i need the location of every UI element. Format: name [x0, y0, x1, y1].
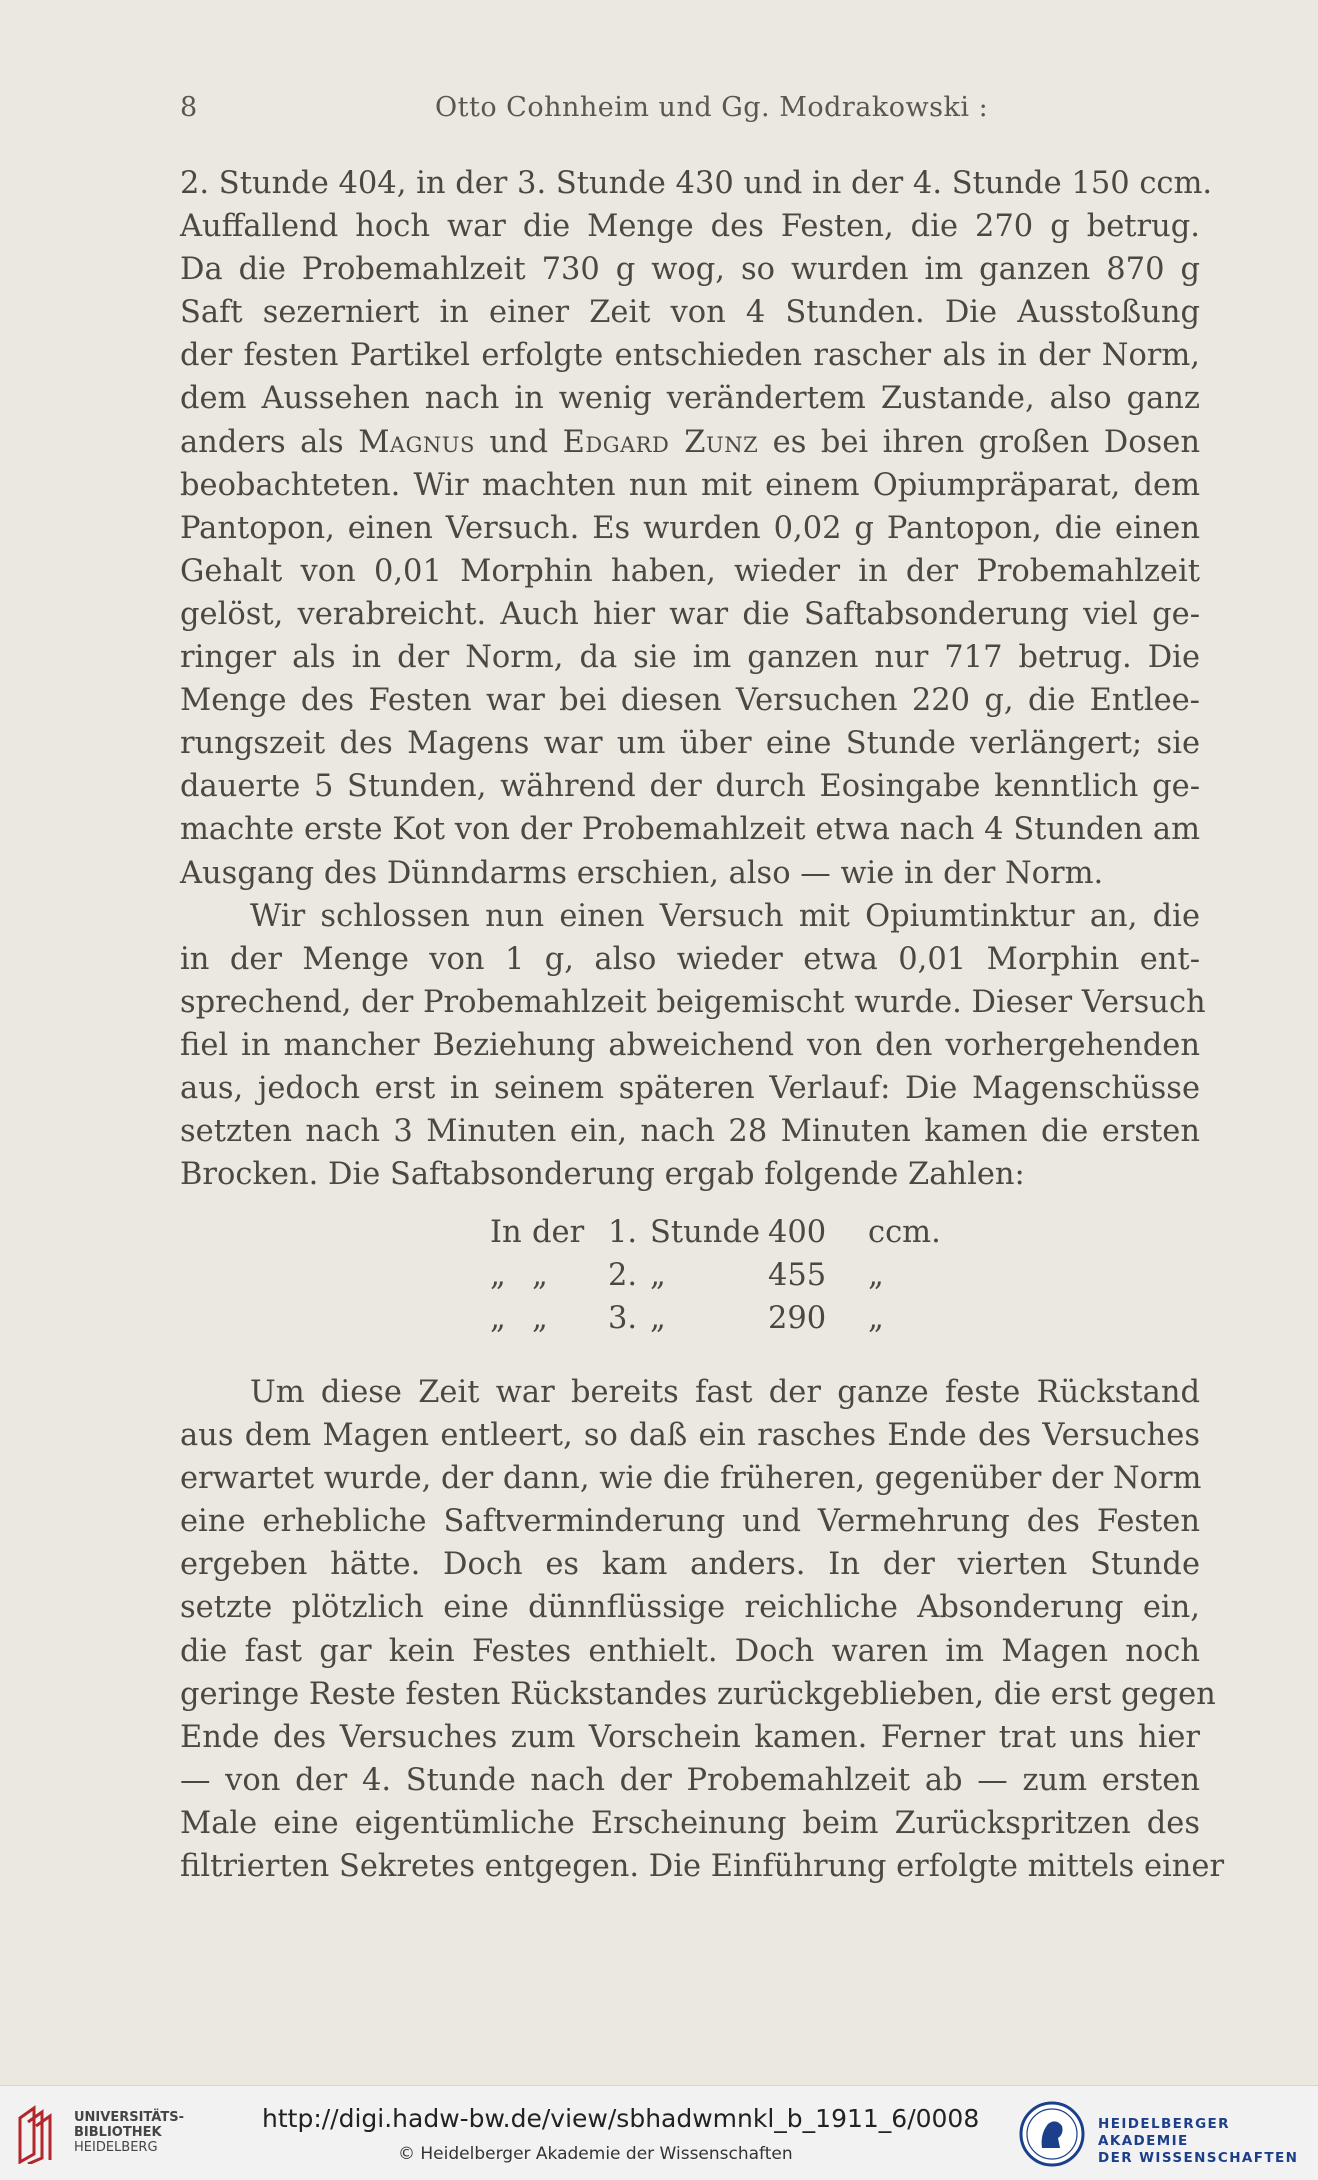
text-line: ringer als in der Norm, da sie im ganzen nur 717 betrug. Die — [180, 640, 1200, 676]
table-cell: 400 — [768, 1215, 827, 1250]
text-line: gelöst, verabreicht. Auch hier war die Saftabsonderung viel ge- — [180, 596, 1200, 632]
library-name — [74, 2110, 184, 2155]
table-cell: In — [490, 1215, 522, 1250]
page-header — [180, 92, 1200, 138]
text-line: geringe Reste festen Rückstandes zurückgeblieben, die erst gegen — [180, 1676, 1216, 1712]
text-line: Ausgang des Dünndarms erschien, also — wie in der Norm. — [180, 855, 1104, 891]
text-line — [180, 421, 1200, 464]
table-cell: „ — [532, 1258, 548, 1293]
running-title: Otto Cohnheim und Gg. Modrakowski : — [435, 92, 989, 123]
text-line: fiel in mancher Beziehung abweichend von den vorhergehenden — [180, 1027, 1200, 1063]
table-cell: „ — [490, 1258, 506, 1293]
table-cell: Stunde — [650, 1215, 761, 1250]
library-logo-icon — [14, 2104, 64, 2164]
table-cell: „ — [868, 1258, 884, 1293]
text-segment: anders als — [180, 424, 344, 460]
text-line: setzte plötzlich eine dünnflüssige reichliche Absonderung ein, — [180, 1590, 1200, 1626]
text-line: Ende des Versuches zum Vorschein kamen. Ferner trat uns hier — [180, 1719, 1200, 1755]
table-cell: „ — [650, 1258, 666, 1293]
text-line: dem Aussehen nach in wenig verändertem Zustande, also ganz — [180, 381, 1200, 417]
text-line: sprechend, der Probemahlzeit beigemischt wurde. Dieser Versuch — [180, 984, 1206, 1020]
text-line: Male eine eigentümliche Erscheinung beim Zurückspritzen des — [180, 1805, 1200, 1841]
academy-name-line: DER WISSENSCHAFTEN — [1098, 2150, 1299, 2166]
academy-name-line: HEIDELBERGER AKADEMIE — [1098, 2116, 1230, 2149]
text-line: erwartet wurde, der dann, wie die früheren, gegenüber der Norm — [180, 1461, 1202, 1497]
paragraph-1 — [180, 162, 1213, 1196]
table-cell: „ — [490, 1301, 506, 1336]
text-line: ergeben hätte. Doch es kam anders. In der vierten Stunde — [180, 1547, 1200, 1583]
digitization-footer — [0, 2085, 1318, 2180]
text-line: dauerte 5 Stunden, während der durch Eosingabe kenntlich ge- — [180, 769, 1200, 805]
text-line: Auffallend hoch war die Menge des Festen, die 270 g betrug. — [180, 209, 1200, 245]
table-cell: „ — [868, 1301, 884, 1336]
text-line: Saft sezerniert in einer Zeit von 4 Stunden. Die Ausstoßung — [180, 295, 1200, 331]
text-segment: es bei ihren großen Dosen — [772, 424, 1200, 460]
text-line: in der Menge von 1 g, also wieder etwa 0,01 Morphin ent- — [180, 941, 1200, 977]
page-number: 8 — [180, 92, 198, 123]
paragraph-3 — [180, 1371, 1225, 1888]
copyright-notice: © Heidelberger Akademie der Wissenschaften — [398, 2144, 793, 2164]
text-line: Um diese Zeit war bereits fast der ganze feste Rückstand — [250, 1375, 1200, 1410]
table-cell: 3. — [608, 1301, 638, 1336]
table-row — [490, 1258, 910, 1301]
text-line: eine erhebliche Saftverminderung und Vermehrung des Festen — [180, 1504, 1200, 1540]
text-line: Gehalt von 0,01 Morphin haben, wieder in der Probemahlzeit — [180, 553, 1200, 589]
table-cell: ccm. — [868, 1215, 941, 1250]
text-segment: und — [489, 424, 549, 460]
library-name-line: UNIVERSITÄTS- — [74, 2110, 184, 2125]
academy-seal-icon — [1018, 2100, 1086, 2168]
text-line: Brocken. Die Saftabsonderung ergab folgende Zahlen: — [180, 1157, 1025, 1193]
text-line: setzten nach 3 Minuten ein, nach 28 Minuten kamen die ersten — [180, 1114, 1200, 1150]
table-cell: 290 — [768, 1301, 827, 1336]
table-cell: „ — [532, 1301, 548, 1336]
secretion-table — [490, 1215, 941, 1344]
text-line: rungszeit des Magens war um über eine Stunde verlängert; sie — [180, 726, 1200, 762]
text-line: aus, jedoch erst in seinem späteren Verlauf: Die Magenschüsse — [180, 1070, 1200, 1106]
permalink-url[interactable]: http://digi.hadw-bw.de/view/sbhadwmnkl_b_1911_6/0008 — [262, 2104, 980, 2133]
text-line: Wir schlossen nun einen Versuch mit Opiumtinktur an, die — [250, 898, 1200, 934]
table-cell: 1. — [608, 1215, 638, 1250]
table-cell: 2. — [608, 1258, 638, 1293]
table-row — [490, 1215, 941, 1258]
table-cell: 455 — [768, 1258, 827, 1293]
author-name: Edgard Zunz — [562, 424, 759, 460]
text-line: Da die Probemahlzeit 730 g wog, so wurden im ganzen 870 g — [180, 252, 1200, 288]
text-line: Pantopon, einen Versuch. Es wurden 0,02 g Pantopon, die einen — [180, 510, 1200, 546]
text-line: aus dem Magen entleert, so daß ein rasches Ende des Versuches — [180, 1418, 1200, 1454]
library-name-line: HEIDELBERG — [74, 2140, 158, 2155]
library-name-line: BIBLIOTHEK — [74, 2125, 162, 2140]
text-line: beobachteten. Wir machten nun mit einem Opiumpräparat, dem — [180, 467, 1200, 503]
table-cell: der — [532, 1215, 585, 1250]
author-name: Magnus — [358, 424, 475, 460]
academy-name — [1098, 2116, 1318, 2167]
table-cell: „ — [650, 1301, 666, 1336]
text-line: — von der 4. Stunde nach der Probemahlzeit ab — zum ersten — [180, 1762, 1200, 1798]
table-row — [490, 1301, 910, 1344]
text-line: filtrierten Sekretes entgegen. Die Einführung erfolgte mittels einer — [180, 1849, 1225, 1885]
text-line: machte erste Kot von der Probemahlzeit etwa nach 4 Stunden am — [180, 812, 1200, 848]
text-line: Menge des Festen war bei diesen Versuchen 220 g, die Entlee- — [180, 683, 1200, 719]
text-line: der festen Partikel erfolgte entschieden rascher als in der Norm, — [180, 338, 1200, 374]
text-line: 2. Stunde 404, in der 3. Stunde 430 und in der 4. Stunde 150 ccm. — [180, 166, 1213, 201]
text-line: die fast gar kein Festes enthielt. Doch waren im Magen noch — [180, 1633, 1200, 1669]
